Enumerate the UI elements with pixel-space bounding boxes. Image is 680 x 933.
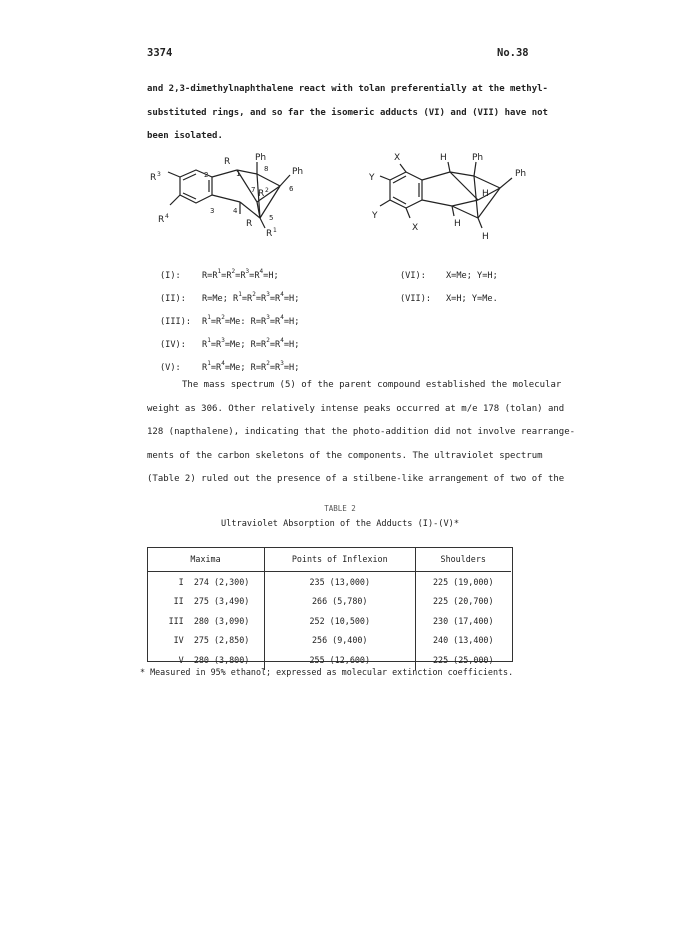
- compound-id: (V):: [160, 363, 181, 373]
- locant-3: 3: [210, 207, 215, 215]
- intro-paragraph: [147, 78, 548, 149]
- text-line: and 2,3-dimethylnaphthalene react with tolan preferentially at the methyl-: [147, 84, 548, 94]
- shoulder-cell: 225 (25,000): [415, 650, 511, 670]
- body-paragraph: [147, 374, 576, 492]
- locant-6: 6: [289, 185, 294, 193]
- label-Ph-top: Ph: [472, 153, 484, 163]
- label-R3-sup: 3: [157, 171, 161, 178]
- locant-7: 7: [251, 186, 256, 194]
- compound-def: $R=R^1=R^2=R^3=R^4=H$;: [202, 268, 279, 281]
- structure-left-diagram: [140, 150, 330, 245]
- label-R: R: [224, 157, 231, 167]
- row-id: III: [168, 615, 184, 626]
- shoulder-cell: 240 (13,400): [415, 631, 511, 651]
- maxima-cell: [147, 572, 265, 592]
- journal-issue: No.38: [497, 47, 529, 59]
- label-H-mid: H: [482, 189, 489, 199]
- table-label: TABLE 2: [324, 504, 356, 513]
- label-R2: R: [258, 189, 265, 199]
- row-id: IV: [173, 635, 184, 646]
- label-Ph-top: Ph: [255, 153, 267, 163]
- table-header-row: [147, 547, 511, 572]
- compound-list-left: [160, 265, 299, 380]
- compound-row: [160, 265, 299, 288]
- maxima-value: 275 (3,490): [193, 596, 250, 607]
- inflexion-cell: 256 (9,400): [265, 631, 416, 651]
- inflexion-cell: 252 (10,500): [265, 611, 416, 631]
- shoulder-cell: 230 (17,400): [415, 611, 511, 631]
- header-inflexion: Points of Inflexion: [265, 547, 416, 572]
- compound-id: (IV):: [160, 340, 186, 350]
- locant-1: 1: [236, 170, 241, 178]
- label-R4-sup: 4: [165, 213, 169, 220]
- inflexion-cell: 255 (12,600): [265, 650, 416, 670]
- text-line: 128 (napthalene), indicating that the photo-addition did not involve rearrange-: [147, 427, 576, 437]
- compound-id: (I):: [160, 271, 181, 281]
- text-line: (Table 2) ruled out the presence of a stilbene-like arrangement of two of the: [147, 474, 565, 484]
- compound-def: $R^1=R^4=Me$; $R=R^2=R^3=H$;: [202, 360, 300, 373]
- table-footnote: * Measured in 95% ethanol; expressed as molecular extinction coefficients.: [140, 667, 514, 677]
- compound-id: (VI):: [400, 271, 426, 281]
- text-line: been isolated.: [147, 131, 223, 141]
- label-Ph-right: Ph: [292, 167, 304, 177]
- maxima-value: 274 (2,300): [193, 576, 250, 587]
- label-R1-sup: 1: [273, 227, 277, 234]
- label-R4: R: [158, 215, 165, 225]
- label-H-bottom: H: [454, 219, 461, 229]
- structure-right-diagram: [360, 150, 560, 245]
- row-id: II: [173, 596, 184, 607]
- compound-row: [160, 334, 299, 357]
- locant-8: 8: [264, 165, 269, 173]
- compound-row: [160, 288, 299, 311]
- text-line: The mass spectrum (5) of the parent compound established the molecular: [182, 380, 562, 390]
- compound-def: X=H; Y=Me.: [446, 294, 498, 304]
- maxima-value: 280 (3,090): [193, 615, 250, 626]
- compound-def: $R^1=R^2=Me$: $R=R^3=R^4=H$;: [202, 314, 300, 327]
- label-H-bottom-2: H: [482, 232, 489, 242]
- label-Y-bottom: Y: [372, 211, 378, 221]
- text-line: weight as 306. Other relatively intense peaks occurred at m/e 178 (tolan) and: [147, 403, 565, 414]
- table-row: [147, 572, 511, 592]
- table-row: [147, 631, 511, 651]
- text-line: ments of the carbon skeletons of the components. The ultraviolet spectrum: [147, 450, 543, 461]
- maxima-cell: [147, 631, 265, 651]
- compound-def: X=Me; Y=H;: [446, 271, 498, 281]
- compound-id: (II):: [160, 294, 186, 304]
- locant-4: 4: [233, 207, 238, 215]
- header-shoulders: Shoulders: [415, 547, 511, 572]
- label-H-top: H: [440, 153, 447, 163]
- compound-id: (III):: [160, 317, 192, 327]
- label-Y-top: Y: [369, 173, 375, 183]
- compound-row: [160, 311, 299, 334]
- row-id: I: [178, 576, 184, 587]
- label-X-bottom: X: [412, 223, 419, 233]
- inflexion-cell: 266 (5,780): [265, 592, 416, 612]
- compound-row: [400, 288, 498, 311]
- table-row: [147, 611, 511, 631]
- label-R-bottom: R: [246, 219, 253, 229]
- locant-2: 2: [204, 171, 209, 179]
- label-R2-sup: 2: [265, 187, 269, 194]
- compound-id: (VII):: [400, 294, 432, 304]
- row-id: V: [178, 654, 184, 665]
- locant-5: 5: [269, 214, 274, 222]
- maxima-value: 280 (3,800): [193, 654, 250, 665]
- table-row: [147, 592, 511, 612]
- compound-def: $R^1=R^3=Me$; $R=R^2=R^4=H$;: [202, 337, 300, 350]
- uv-table: [147, 547, 511, 670]
- compound-def: R=Me; $R^1=R^2=R^3=R^4=H$;: [202, 291, 300, 304]
- label-R3: R: [150, 173, 157, 183]
- maxima-cell: [147, 611, 265, 631]
- header-maxima: Maxima: [147, 547, 265, 572]
- shoulder-cell: 225 (19,000): [415, 572, 511, 592]
- page-number: 3374: [147, 47, 173, 59]
- maxima-value: 275 (2,850): [193, 635, 250, 646]
- label-X-top: X: [394, 153, 401, 163]
- table-caption: Ultraviolet Absorption of the Adducts (I)-(V)*: [221, 519, 459, 529]
- inflexion-cell: 235 (13,000): [265, 572, 416, 592]
- compound-row: [400, 265, 498, 288]
- label-Ph-right: Ph: [515, 169, 527, 179]
- compound-list-right: [400, 265, 498, 311]
- text-line: substituted rings, and so far the isomeric adducts (VI) and (VII) have not: [147, 107, 548, 118]
- label-R1: R: [266, 229, 273, 239]
- maxima-cell: [147, 592, 265, 612]
- shoulder-cell: 225 (20,700): [415, 592, 511, 612]
